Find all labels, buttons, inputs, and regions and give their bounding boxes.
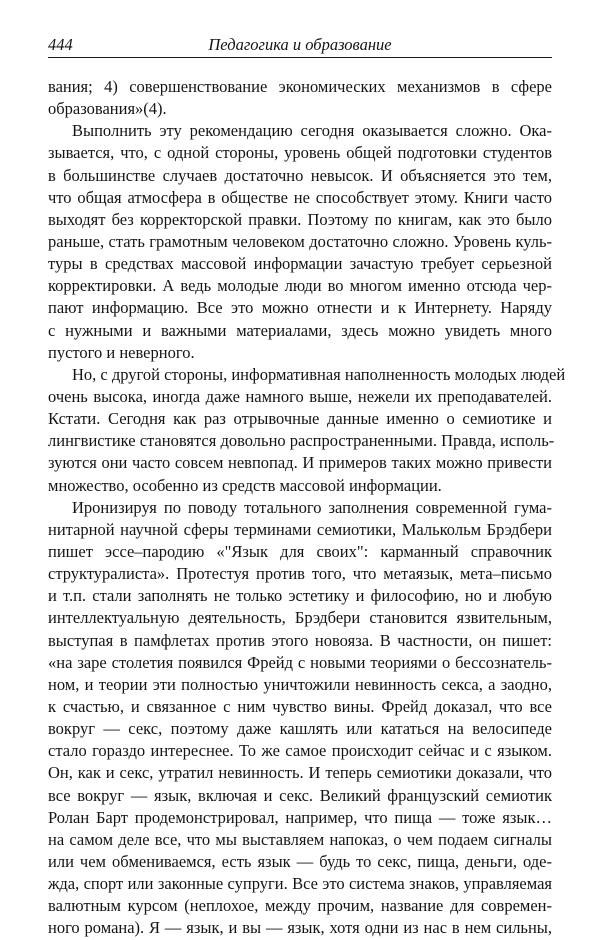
text-line: вокруг — секс, поэтому даже кашлять или кататься на велосипеде [48, 719, 552, 739]
text-line: Иронизируя по поводу тотального заполнения современной гума- [72, 497, 552, 517]
paragraph [48, 364, 566, 497]
text-line: к счастью, и связанное с ним чувство вины. Фрейд доказал, что все [48, 696, 552, 716]
text-line: интеллектуальную деятельность, Брэдбери становится язвительным, [48, 608, 552, 628]
text-line: лингвистике становятся довольно распространенными. Правда, исполь- [48, 431, 555, 451]
body-text [48, 76, 566, 939]
text-line: очень высока, иногда даже намного выше, нежели их преподавателей. [48, 386, 552, 406]
text-line: выходят без корректорской правки. Поэтому по книгам, как это было [48, 209, 552, 229]
text-line: валютным курсом (неплохое, между прочим, название для современ- [48, 896, 552, 916]
text-line: пустого и неверного. [48, 342, 195, 362]
text-line: ном, и теории эти полностью уничтожили невинность секса, а заодно, [48, 674, 552, 694]
text-line: с нужными и важными материалами, здесь можно увидеть много [48, 320, 552, 340]
text-line: Он, как и секс, утратил невинность. И теперь семиотики доказали, что [48, 763, 552, 783]
text-line: нитарной научной сферы терминами семиотики, Малькольм Брэдбери [48, 519, 552, 539]
text-line: Но, с другой стороны, информативная наполненность молодых людей [72, 364, 566, 384]
text-line: на самом деле все, что мы выставляем напоказ, о чем подаем сигналы [48, 829, 552, 849]
text-line: все вокруг — язык, включая и секс. Великий французский семиотик [48, 785, 552, 805]
section-title: Педагогика и образование [208, 35, 392, 54]
text-line: что общая атмосфера в обществе не способствует этому. Книги часто [48, 187, 552, 207]
text-line: зывается, что, с одной стороны, уровень общей подготовки студентов [48, 143, 552, 163]
text-line: «на заре столетия появился Фрейд с новыми теориями о бессознатель- [48, 652, 552, 672]
text-line: и т.п. стали заполнять не только эстетику и философию, но и любую [48, 586, 552, 606]
text-line: стало гораздо интереснее. То же самое происходит сейчас и с языком. [48, 741, 552, 761]
paragraph [48, 76, 552, 120]
text-line: Кстати. Сегодня как раз отрывочные данные именно о семиотике и [48, 409, 552, 429]
text-line: вания; 4) совершенствование экономических механизмов в сфере [48, 77, 552, 96]
text-line: ного романа). Я — язык, и вы — язык, хотя одни из нас в нем сильны, [48, 918, 552, 938]
text-line: Ролан Барт продемонстрировал, например, что пища — тоже язык… [48, 807, 552, 827]
paragraph [48, 120, 552, 364]
text-line: образования»(4). [48, 99, 167, 119]
page-number: 444 [48, 35, 73, 54]
text-line: зуются они часто совсем невпопад. И примеров таких можно привести [48, 453, 552, 473]
text-line: раньше, стать грамотным человеком достаточно сложно. Уровень куль- [48, 231, 552, 251]
text-line: туры в средствах массовой информации зачастую требует серьезной [48, 254, 552, 274]
text-line: пишет эссе–пародию «"Язык для своих": карманный справочник [48, 541, 552, 561]
text-line: структуралиста». Протестуя против того, что метаязык, мета–письмо [48, 564, 552, 584]
text-line: пают информацию. Все это можно отнести и к Интернету. Наряду [48, 298, 552, 318]
running-header [48, 33, 552, 58]
paragraph [48, 497, 552, 940]
text-line: выступая в памфлетах против этого новояза. В частности, он пишет: [48, 630, 552, 650]
text-line: корректировки. А ведь молодые люди во многом именно отсюда чер- [48, 276, 552, 296]
text-line: Выполнить эту рекомендацию сегодня оказывается сложно. Ока- [72, 121, 552, 141]
text-line: в большинстве случаев достаточно невысок. И объясняется это тем, [48, 165, 552, 185]
text-line: жда, спорт или законные супруги. Все это система знаков, управляемая [48, 874, 552, 894]
text-line: или чем обмениваемся, есть язык — будь то секс, пища, деньги, оде- [48, 851, 552, 871]
text-line: множество, особенно из средств массовой информации. [48, 475, 442, 495]
